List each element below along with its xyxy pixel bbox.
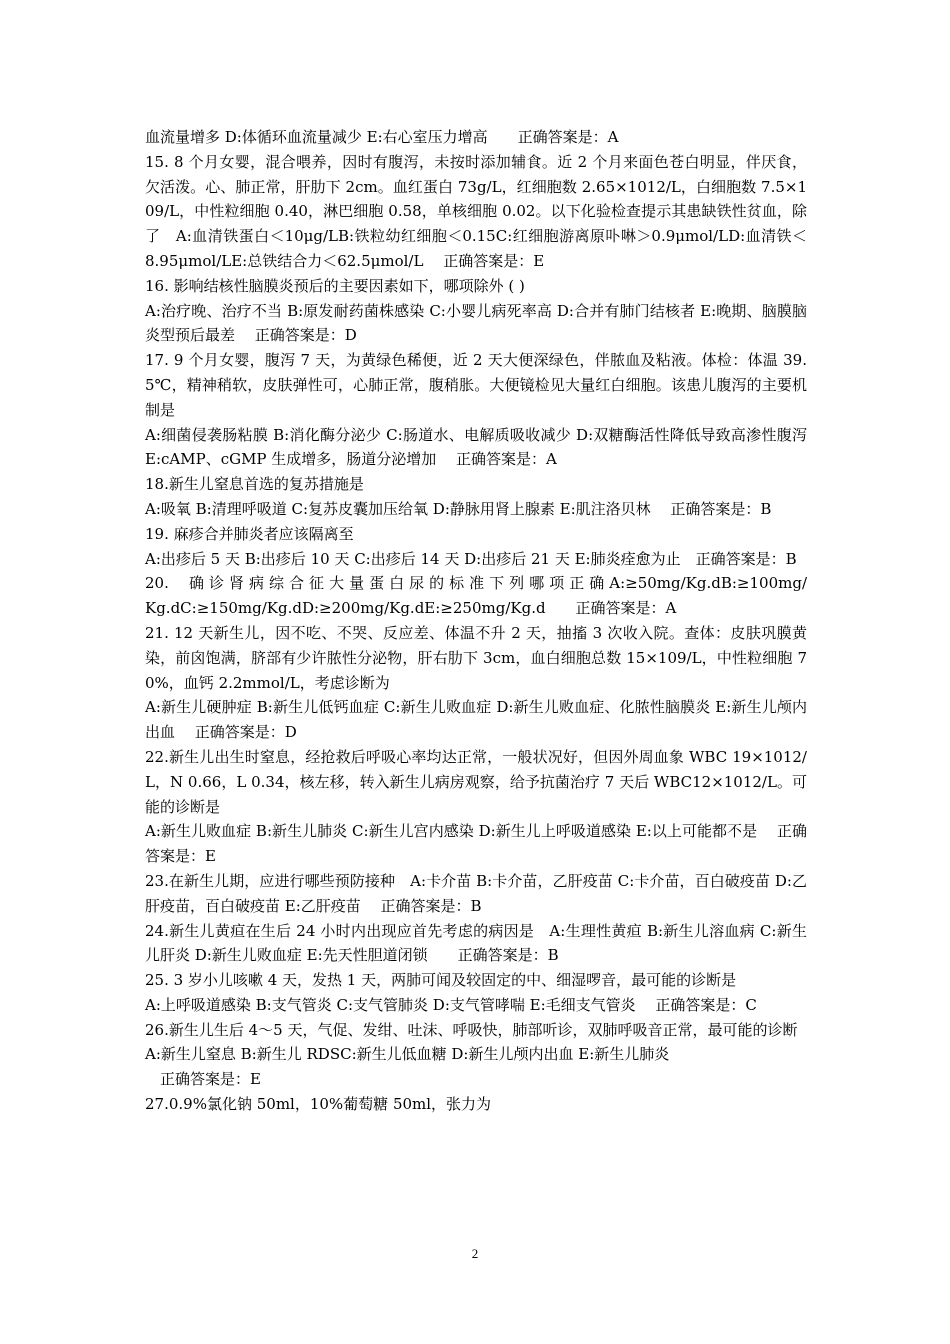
paragraph: 24.新生儿黄疸在生后 24 小时内出现应首先考虑的病因是 A:生理性黄疸 B:新生儿溶血病 C:新生儿肝炎 D:新生儿败血症 E:先天性胆道闭锁 正确答案是：B: [145, 921, 807, 965]
paragraph: 19. 麻疹合并肺炎者应该隔离至: [145, 524, 354, 543]
paragraph: A:出疹后 5 天 B:出疹后 10 天 C:出疹后 14 天 D:出疹后 21 天 E:肺炎痊愈为止 正确答案是：B: [145, 549, 797, 568]
paragraph: A:新生儿败血症 B:新生儿肺炎 C:新生儿宫内感染 D:新生儿上呼吸道感染 E:以上可能都不是 正确答案是：E: [145, 822, 807, 866]
paragraph: 血流量增多 D:体循环血流量减少 E:右心室压力增高 正确答案是：A: [145, 128, 619, 146]
paragraph: 正确答案是：E: [145, 1070, 261, 1089]
paragraph: 25. 3 岁小儿咳嗽 4 天，发热 1 天，两肺可闻及较固定的中、细湿啰音，最可能的诊断是: [145, 971, 737, 990]
paragraph: 17. 9 个月女婴，腹泻 7 天，为黄绿色稀便，近 2 天大便深绿色，伴脓血及粘液。体检：体温 39.5℃，精神稍软，皮肤弹性可，心肺正常，腹稍胀。大便镜检见大量红白细胞。该患儿腹泻的主要机制是: [145, 351, 807, 419]
paragraph: 15. 8 个月女婴，混合喂养，因时有腹泻，未按时添加辅食。近 2 个月来面色苍白明显，伴厌食，欠活泼。心、肺正常，肝肋下 2cm。血红蛋白 73g/L，红细胞数 2.65×1012/L，白细胞数 7.5×109/L，中性粒细胞 0.40，淋巴细胞 0.58，单核细胞 0.02。以下化验检查提示其患缺铁性贫血，除了 A:血清铁蛋白＜10μg/LB:铁粒幼红细胞＜0.15C:红细胞游离原卟啉＞0.9μmol/LD:血清铁＜8.95μmol/LE:总铁结合力＜62.5μmol/L 正确答案是：E: [145, 152, 807, 270]
paragraph: A:新生儿硬肿症 B:新生儿低钙血症 C:新生儿败血症 D:新生儿败血症、化脓性脑膜炎 E:新生儿颅内出血 正确答案是：D: [145, 698, 807, 742]
paragraph: A:细菌侵袭肠粘膜 B:消化酶分泌少 C:肠道水、电解质吸收减少 D:双糖酶活性降低导致高渗性腹泻 E:cAMP、cGMP 生成增多，肠道分泌增加 正确答案是：A: [145, 425, 807, 469]
paragraph: 26.新生儿生后 4～5 天，气促、发绀、吐沫、呼吸快，肺部听诊，双肺呼吸音正常，最可能的诊断: [145, 1020, 798, 1039]
paragraph: 23.在新生儿期，应进行哪些预防接种 A:卡介苗 B:卡介苗，乙肝疫苗 C:卡介苗，百白破疫苗 D:乙肝疫苗，百白破疫苗 E:乙肝疫苗 正确答案是：B: [145, 871, 807, 915]
paragraph: 27.0.9%氯化钠 50ml，10%葡萄糖 50ml，张力为: [145, 1095, 492, 1114]
paragraph: A:上呼吸道感染 B:支气管炎 C:支气管肺炎 D:支气管哮喘 E:毛细支气管炎 正确答案是：C: [145, 995, 757, 1014]
page-number: 2: [471, 1246, 479, 1261]
document-body: [145, 125, 807, 1117]
paragraph: 20. 确 诊 肾 病 综 合 征 大 量 蛋 白 尿 的 标 准 下 列 哪 项 正 确 A:≥50mg/Kg.dB:≥100mg/Kg.dC:≥150mg/Kg.dD:≥200mg/Kg.dE:≥250mg/Kg.d 正确答案是：A: [145, 574, 807, 618]
paragraph: 22.新生儿出生时窒息，经抢救后呼吸心率均达正常，一般状况好，但因外周血象 WBC 19×1012/L，N 0.66，L 0.34，核左移，转入新生儿病房观察，给予抗菌治疗 7 天后 WBC12×1012/L。可能的诊断是: [145, 747, 807, 816]
paragraph: 18.新生儿窒息首选的复苏措施是: [145, 475, 364, 494]
paragraph: A:新生儿窒息 B:新生儿 RDSC:新生儿低血糖 D:新生儿颅内出血 E:新生儿肺炎: [145, 1045, 670, 1064]
paragraph: 21. 12 天新生儿，因不吃、不哭、反应差、体温不升 2 天，抽搐 3 次收入院。查体：皮肤巩膜黄染，前囟饱满，脐部有少许脓性分泌物，肝右肋下 3cm，血白细胞总数 15×109/L，中性粒细胞 70%，血钙 2.2mmol/L，考虑诊断为: [145, 623, 807, 692]
paragraph: A:吸氧 B:清理呼吸道 C:复苏皮囊加压给氧 D:静脉用肾上腺素 E:肌注洛贝林 正确答案是：B: [145, 499, 772, 518]
paragraph: A:治疗晚、治疗不当 B:原发耐药菌株感染 C:小婴儿病死率高 D:合并有肺门结核者 E:晚期、脑膜脑炎型预后最差 正确答案是：D: [145, 301, 807, 345]
paragraph: 16. 影响结核性脑膜炎预后的主要因素如下，哪项除外 ( ): [145, 276, 525, 295]
